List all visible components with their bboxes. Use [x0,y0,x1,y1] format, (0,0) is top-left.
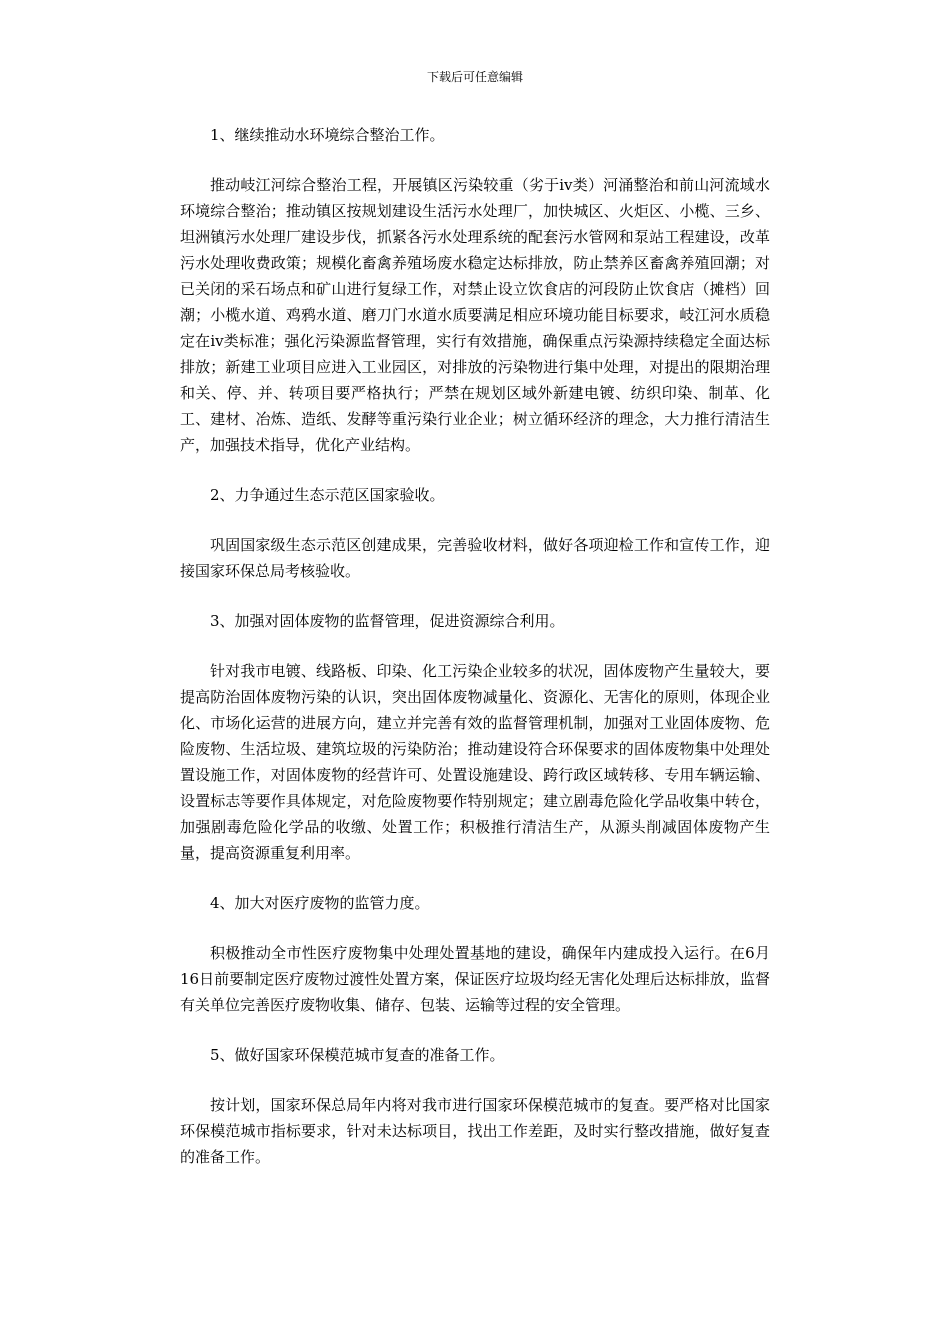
section-3-heading: 3、加强对固体废物的监督管理，促进资源综合利用。 [210,612,565,630]
section-5-paragraph: 按计划，国家环保总局年内将对我市进行国家环保模范城市的复查。要严格对比国家环保模范城市指标要求，针对未达标项目，找出工作差距，及时实行整改措施，做好复查的准备工作。 [180,1096,770,1166]
section-5-heading: 5、做好国家环保模范城市复查的准备工作。 [210,1046,505,1064]
section-3-paragraph: 针对我市电镀、线路板、印染、化工污染企业较多的状况，固体废物产生量较大，要提高防治固体废物污染的认识，突出固体废物减量化、资源化、无害化的原则，体现企业化、市场化运营的进展方向，建立并完善有效的监督管理机制，加强对工业固体废物、危险废物、生活垃圾、建筑垃圾的污染防治；推动建设符合环保要求的固体废物集中处理处置设施工作，对固体废物的经营许可、处置设施建设、跨行政区域转移、专用车辆运输、设置标志等要作具体规定，对危险废物要作特别规定；建立剧毒危险化学品收集中转仓，加强剧毒危险化学品的收缴、处置工作；积极推行清洁生产，从源头削减固体废物产生量，提高资源重复利用率。 [180,662,770,862]
section-1-heading: 1、继续推动水环境综合整治工作。 [210,126,445,144]
section-1-paragraph: 推动岐江河综合整治工程，开展镇区污染较重（劣于ⅳ类）河涌整治和前山河流域水环境综合整治；推动镇区按规划建设生活污水处理厂，加快城区、火炬区、小榄、三乡、坦洲镇污水处理厂建设步伐，抓紧各污水处理系统的配套污水管网和泵站工程建设，改革污水处理收费政策；规模化畜禽养殖场废水稳定达标排放，防止禁养区畜禽养殖回潮；对已关闭的采石场点和矿山进行复绿工作，对禁止设立饮食店的河段防止饮食店（摊档）回潮；小榄水道、鸡鸦水道、磨刀门水道水质要满足相应环境功能目标要求，岐江河水质稳定在ⅳ类标准；强化污染源监督管理，实行有效措施，确保重点污染源持续稳定全面达标排放；新建工业项目应进入工业园区，对排放的污染物进行集中处理，对提出的限期治理和关、停、并、转项目要严格执行；严禁在规划区域外新建电镀、纺织印染、制革、化工、建材、冶炼、造纸、发酵等重污染行业企业；树立循环经济的理念，大力推行清洁生产，加强技术指导，优化产业结构。 [180,176,770,454]
section-4-paragraph: 积极推动全市性医疗废物集中处理处置基地的建设，确保年内建成投入运行。在6月16日前要制定医疗废物过渡性处置方案，保证医疗垃圾均经无害化处理后达标排放，监督有关单位完善医疗废物收集、储存、包装、运输等过程的安全管理。 [180,944,770,1014]
section-2-heading: 2、力争通过生态示范区国家验收。 [210,486,445,504]
section-4-heading: 4、加大对医疗废物的监管力度。 [210,894,430,912]
section-2-paragraph: 巩固国家级生态示范区创建成果，完善验收材料，做好各项迎检工作和宣传工作，迎接国家环保总局考核验收。 [180,536,770,580]
header-note: 下载后可任意编辑 [426,70,523,84]
document-body [180,122,770,1194]
